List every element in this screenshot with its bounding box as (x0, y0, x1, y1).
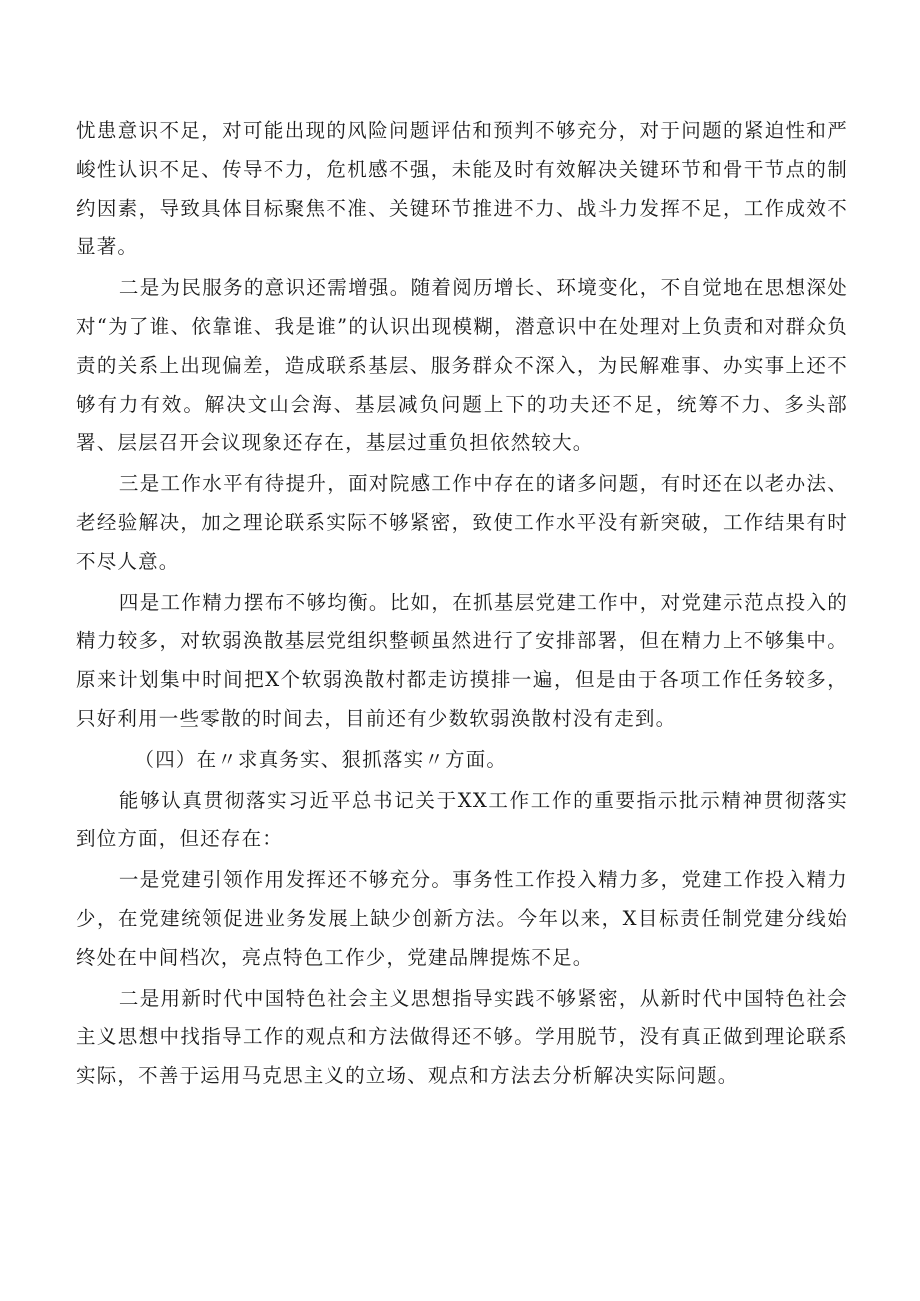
paragraph-2: 二是为民服务的意识还需增强。随着阅历增长、环境变化，不自觉地在思想深处对“为了谁、依靠谁、我是谁”的认识出现模糊，潜意识中在处理对上负责和对群众负责的关系上出现偏差，造成联系基层、服务群众不深入，为民解难事、办实事上还不够有力有效。解决文山会海、基层减负问题上下的功夫还不足，统筹不力、多头部署、层层召开会议现象还存在，基层过重负担依然较大。 (76, 276, 848, 455)
section-heading: （四）在〃求真务实、狠抓落实〃方面。 (134, 747, 508, 771)
paragraph-3: 三是工作水平有待提升，面对院感工作中存在的诸多问题，有时还在以老办法、老经验解决，加之理论联系实际不够紧密，致使工作水平没有新突破，工作结果有时不尽人意。 (76, 472, 848, 573)
paragraph-6: 一是党建引领作用发挥还不够充分。事务性工作投入精力多，党建工作投入精力少，在党建统领促进业务发展上缺少创新方法。今年以来，X目标责任制党建分线始终处在中间档次，亮点特色工作少，党建品牌提炼不足。 (76, 868, 848, 969)
document-body (76, 112, 848, 1096)
paragraph-1: 忧患意识不足，对可能出现的风险问题评估和预判不够充分，对于问题的紧迫性和严峻性认识不足、传导不力，危机感不强，未能及时有效解决关键环节和骨干节点的制约因素，导致具体目标聚焦不准、关键环节推进不力、战斗力发挥不足，工作成效不显著。 (76, 119, 848, 259)
paragraph-4: 四是工作精力摆布不够均衡。比如，在抓基层党建工作中，对党建示范点投入的精力较多，对软弱涣散基层党组织整顿虽然进行了安排部署，但在精力上不够集中。原来计划集中时间把X个软弱涣散村都走访摸排一遍，但是由于各项工作任务较多，只好利用一些零散的时间去，目前还有少数软弱涣散村没有走到。 (76, 590, 848, 730)
paragraph-5: 能够认真贯彻落实习近平总书记关于XX工作工作的重要指示批示精神贯彻落实到位方面，但还存在： (76, 788, 848, 851)
paragraph-7: 二是用新时代中国特色社会主义思想指导实践不够紧密，从新时代中国特色社会主义思想中找指导工作的观点和方法做得还不够。学用脱节，没有真正做到理论联系实际，不善于运用马克思主义的立场、观点和方法去分析解决实际问题。 (76, 986, 848, 1088)
